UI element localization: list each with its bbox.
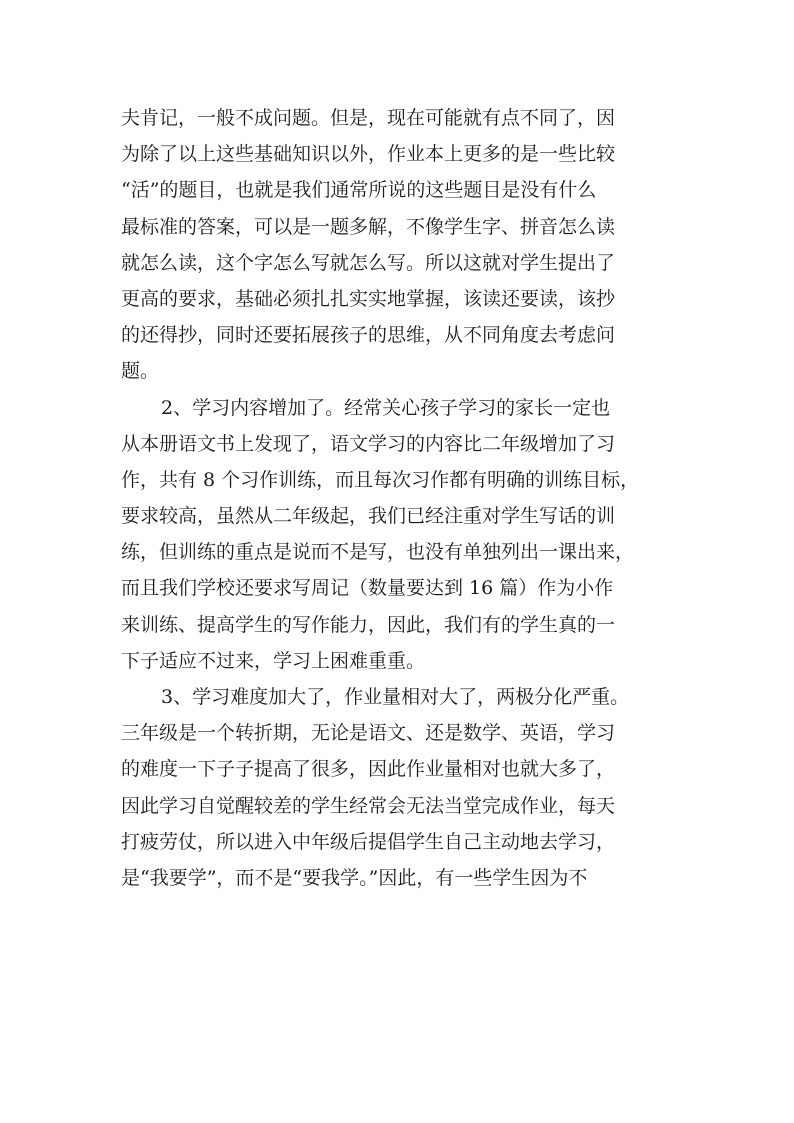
text-line: 来训练、提高学生的写作能力，因此，我们有的学生真的一 xyxy=(121,613,616,636)
text-line: 夫肯记，一般不成问题。但是，现在可能就有点不同了，因 xyxy=(121,107,616,129)
text-line: 的还得抄，同时还要拓展孩子的思维，从不同角度去考虑问 xyxy=(121,324,616,347)
text-line: 2、学习内容增加了。经常关心孩子学习的家长一定也 xyxy=(161,396,611,419)
body-text xyxy=(121,100,681,896)
text-line: 为除了以上这些基础知识以外，作业本上更多的是一些比较 xyxy=(121,143,616,166)
text-line: 就怎么读，这个字怎么写就怎么写。所以这就对学生提出了 xyxy=(121,251,616,274)
text-line: 是“我要学”，而不是“要我学。”因此，有一些学生因为不 xyxy=(121,866,588,889)
text-line: 下子适应不过来，学习上困难重重。 xyxy=(121,649,426,672)
text-line: 最标准的答案，可以是一题多解，不像学生字、拼音怎么读 xyxy=(121,215,616,238)
text-line: 3、学习难度加大了，作业量相对大了，两极分化严重。 xyxy=(161,686,630,708)
text-line: 作，共有 8 个习作训练，而且每次习作都有明确的训练目标， xyxy=(121,468,640,491)
text-line: 因此学习自觉醒较差的学生经常会无法当堂完成作业，每天 xyxy=(121,794,616,817)
text-line: 从本册语文书上发现了，语文学习的内容比二年级增加了习 xyxy=(121,432,616,455)
text-line: 三年级是一个转折期，无论是语文、还是数学、英语，学习 xyxy=(121,722,616,745)
text-line: 更高的要求，基础必须扎扎实实地掌握，该读还要读，该抄 xyxy=(121,287,616,310)
text-line: 练，但训练的重点是说而不是写，也没有单独列出一课出来， xyxy=(121,541,635,564)
text-line: “活”的题目，也就是我们通常所说的这些题目是没有什么 xyxy=(121,179,597,202)
text-line: 而且我们学校还要求写周记（数量要达到 16 篇）作为小作 xyxy=(121,577,614,600)
text-line: 要求较高，虽然从二年级起，我们已经注重对学生写话的训 xyxy=(121,505,616,528)
text-line: 打疲劳仗，所以进入中年级后提倡学生自己主动地去学习， xyxy=(121,830,616,853)
text-line: 题。 xyxy=(121,360,160,383)
text-line: 的难度一下子子提高了很多，因此作业量相对也就大多了， xyxy=(121,758,616,781)
